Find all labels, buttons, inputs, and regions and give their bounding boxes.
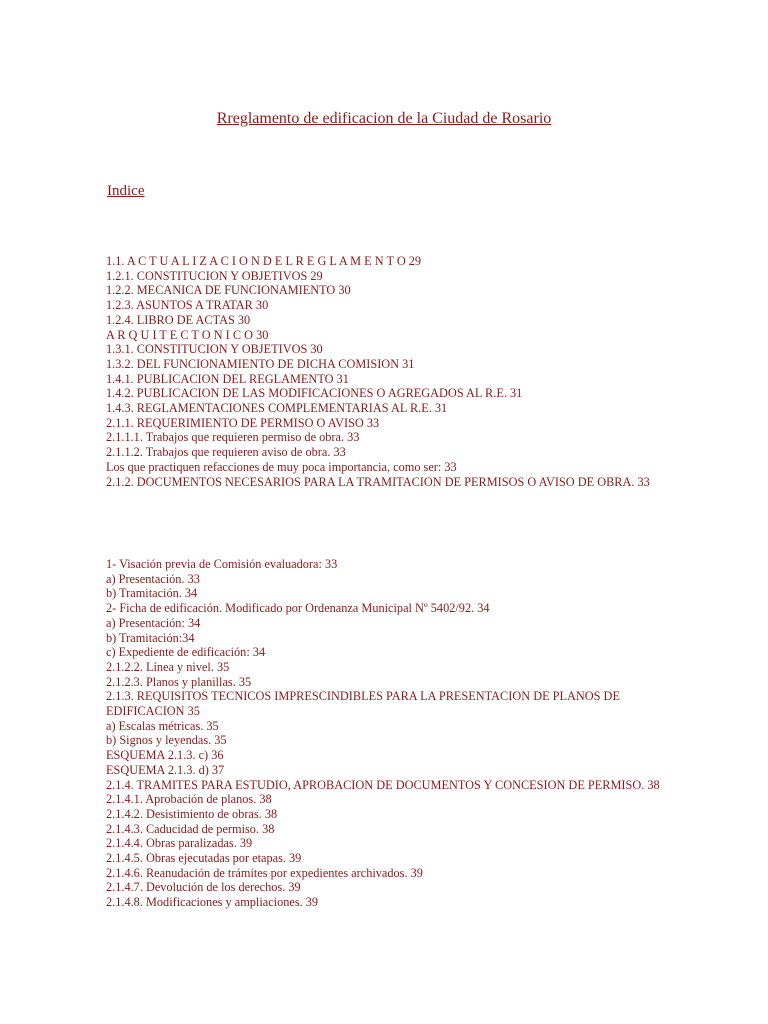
index-entry: ESQUEMA 2.1.3. c) 36: [106, 748, 224, 763]
index-entry: A R Q U I T E C T O N I C O 30: [106, 327, 269, 342]
index-entry: a) Escalas métricas. 35: [106, 718, 219, 733]
index-entry: 2.1.2.2. Línea y nivel. 35: [106, 659, 230, 674]
index-entry: 2.1.2.3. Planos y planillas. 35: [106, 674, 252, 689]
index-entry: b) Tramitación. 34: [106, 586, 198, 601]
index-section-1: [106, 254, 666, 489]
index-heading: Indice: [107, 183, 145, 199]
index-entry: 2.1.4.5. Obras ejecutadas por etapas. 39: [106, 851, 302, 866]
index-entry: 2.1.4. TRAMITES PARA ESTUDIO, APROBACION DE DOCUMENTOS Y CONCESION DE PERMISO. 38: [106, 777, 660, 792]
index-entry: 1.4.3. REGLAMENTACIONES COMPLEMENTARIAS AL R.E. 31: [106, 401, 448, 416]
index-entry: 2- Ficha de edificación. Modificado por Ordenanza Municipal Nº 5402/92. 34: [106, 601, 490, 616]
index-entry: a) Presentación: 34: [106, 615, 201, 630]
index-entry: 1.2.3. ASUNTOS A TRATAR 30: [106, 298, 269, 313]
index-entry: 2.1.1. REQUERIMIENTO DE PERMISO O AVISO 33: [106, 415, 380, 430]
index-entry: 1.2.4. LIBRO DE ACTAS 30: [106, 312, 251, 327]
index-entry: 1.4.1. PUBLICACION DEL REGLAMENTO 31: [106, 371, 349, 386]
index-entry: 2.1.3. REQUISITOS TECNICOS IMPRESCINDIBLES PARA LA PRESENTACION DE PLANOS DE EDIFICACION 35: [106, 689, 624, 719]
index-entry: 2.1.1.2. Trabajos que requieren aviso de obra. 33: [106, 445, 346, 460]
index-entry: a) Presentación. 33: [106, 571, 200, 586]
index-entry: 2.1.4.3. Caducidad de permiso. 38: [106, 821, 275, 836]
index-entry: c) Expediente de edificación: 34: [106, 645, 266, 660]
index-entry: 1.2.2. MECANICA DE FUNCIONAMIENTO 30: [106, 283, 351, 298]
index-entry: 2.1.4.2. Desistimiento de obras. 38: [106, 806, 278, 821]
index-entry: 2.1.2. DOCUMENTOS NECESARIOS PARA LA TRAMITACION DE PERMISOS O AVISO DE OBRA. 33: [106, 474, 650, 489]
index-entry: 1.4.2. PUBLICACION DE LAS MODIFICACIONES O AGREGADOS AL R.E. 31: [106, 386, 523, 401]
index-entry: 1.3.2. DEL FUNCIONAMIENTO DE DICHA COMISION 31: [106, 356, 415, 371]
index-entry: 2.1.4.4. Obras paralizadas. 39: [106, 836, 253, 851]
index-entry: 2.1.4.8. Modificaciones y ampliaciones. 39: [106, 895, 319, 910]
index-entry: b) Tramitación:34: [106, 630, 195, 645]
index-entry: Los que practiquen refacciones de muy poca importancia, como ser: 33: [106, 459, 457, 474]
index-entry: 1- Visación previa de Comisión evaluadora: 33: [106, 557, 338, 571]
index-section-2: [106, 557, 666, 910]
index-entry: 1.2.1. CONSTITUCION Y OBJETIVOS 29: [106, 268, 323, 283]
index-entry: 2.1.4.6. Reanudación de trámites por expedientes archivados. 39: [106, 865, 423, 880]
document-title: Rreglamento de edificacion de la Ciudad de Rosario: [216, 110, 552, 127]
index-entry: b) Signos y leyendas. 35: [106, 733, 227, 748]
index-entry: 2.1.4.7. Devolución de los derechos. 39: [106, 880, 301, 895]
index-entry: 1.1. A C T U A L I Z A C I O N D E L R E G L A M E N T O 29: [106, 254, 422, 268]
index-entry: 1.3.1. CONSTITUCION Y OBJETIVOS 30: [106, 342, 323, 357]
index-entry: ESQUEMA 2.1.3. d) 37: [106, 762, 225, 777]
index-entry: 2.1.4.1. Aprobación de planos. 38: [106, 792, 272, 807]
index-entry: 2.1.1.1. Trabajos que requieren permiso de obra. 33: [106, 430, 360, 445]
